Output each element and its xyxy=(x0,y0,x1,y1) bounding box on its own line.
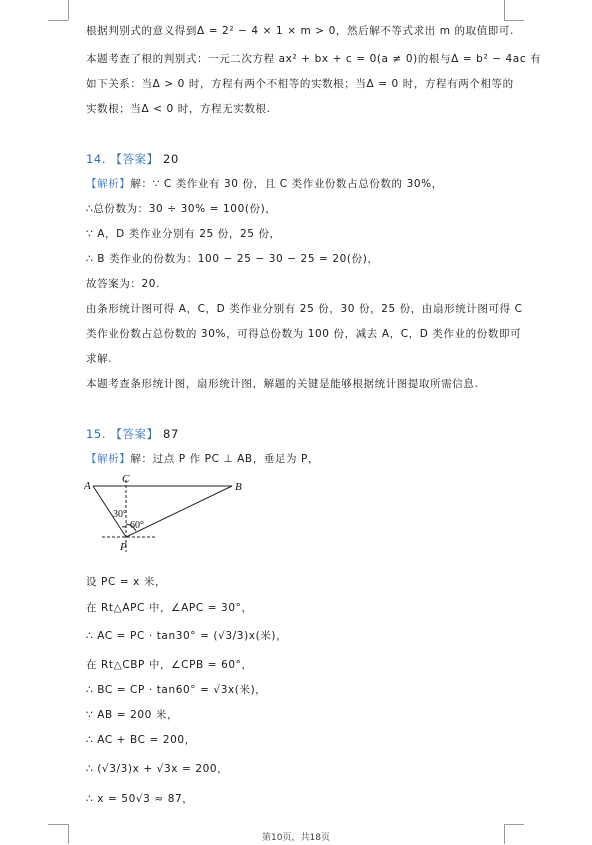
q14-step: 本题考查条形统计图，扇形统计图，解题的关键是能够根据统计图提取所需信息. xyxy=(86,378,479,390)
q14-step: ∴总份数为：30 ÷ 30% = 100(份)， xyxy=(86,203,277,215)
q15-analysis-tag: 【解析】 xyxy=(86,453,131,465)
q14-answer-tag: 【答案】 xyxy=(110,152,159,166)
q15-answer: 87 xyxy=(163,427,179,441)
q14-step: 故答案为：20. xyxy=(86,278,160,290)
q15-step: 在 Rt△APC 中，∠APC = 30°， xyxy=(86,602,253,614)
q15-step: ∴ BC = CP · tan60° = √3x(米)， xyxy=(86,684,267,696)
q14-number: 14. xyxy=(86,152,107,166)
label-b: B xyxy=(235,481,242,493)
text-line: 实数根；当Δ < 0 时，方程无实数根. xyxy=(86,103,271,115)
q14-step: 求解. xyxy=(86,353,113,365)
label-c: C xyxy=(122,473,130,485)
q15-step: ∴ AC + BC = 200， xyxy=(86,734,196,746)
q15-analysis-first: 解：过点 P 作 PC ⊥ AB，垂足为 P， xyxy=(130,453,320,465)
q14-analysis-first: 解：∵ C 类作业有 30 份，且 C 类作业份数占总份数的 30%， xyxy=(130,178,443,190)
q15-number: 15. xyxy=(86,427,107,441)
q15-step: ∴ x = 50√3 ≈ 87， xyxy=(86,793,194,805)
q14-answer-heading xyxy=(86,152,179,166)
q14-step: 类作业份数占总份数的 30%，可得总份数为 100 份，减去 A，C，D 类作业的份数即可 xyxy=(86,328,522,340)
label-a: A xyxy=(84,480,91,492)
q14-analysis-tag: 【解析】 xyxy=(86,178,131,190)
text-line: 根据判别式的意义得到Δ = 2² − 4 × 1 × m > 0，然后解不等式求出 m 的取值即可. xyxy=(86,25,514,37)
q14-step: ∴ B 类作业的份数为：100 − 25 − 30 − 25 = 20(份)， xyxy=(86,253,379,265)
q14-step: ∵ A，D 类作业分别有 25 份，25 份， xyxy=(86,228,281,240)
angle-label-30: 30° xyxy=(113,509,127,520)
q15-analysis-line xyxy=(86,452,319,466)
q14-step: 由条形统计图可得 A，C，D 类作业分别有 25 份，30 份，25 份，由扇形统计图可得 C xyxy=(86,303,523,315)
angle-label-60: 60° xyxy=(130,520,144,531)
q15-step: ∴ AC = PC · tan30° = (√3/3)x(米)， xyxy=(86,630,288,642)
page-footer: 第10页，共18页 xyxy=(262,833,330,843)
q15-answer-tag: 【答案】 xyxy=(110,427,159,441)
q15-step: 在 Rt△CBP 中，∠CPB = 60°， xyxy=(86,659,253,671)
q15-step: 设 PC = x 米， xyxy=(86,576,167,588)
text-line: 本题考查了根的判别式：一元二次方程 ax² + bx + c = 0(a ≠ 0)的根与Δ = b² − 4ac 有 xyxy=(86,53,542,65)
text-line: 如下关系：当Δ > 0 时，方程有两个不相等的实数根；当Δ = 0 时，方程有两个相等的 xyxy=(86,78,514,90)
q14-answer: 20 xyxy=(163,152,179,166)
q15-step: ∵ AB = 200 米， xyxy=(86,709,179,721)
q15-step: ∴ (√3/3)x + √3x = 200， xyxy=(86,763,229,775)
geometry-figure xyxy=(84,472,260,556)
label-p: P xyxy=(120,541,127,553)
q15-answer-heading xyxy=(86,427,179,441)
q14-analysis-line xyxy=(86,177,443,191)
